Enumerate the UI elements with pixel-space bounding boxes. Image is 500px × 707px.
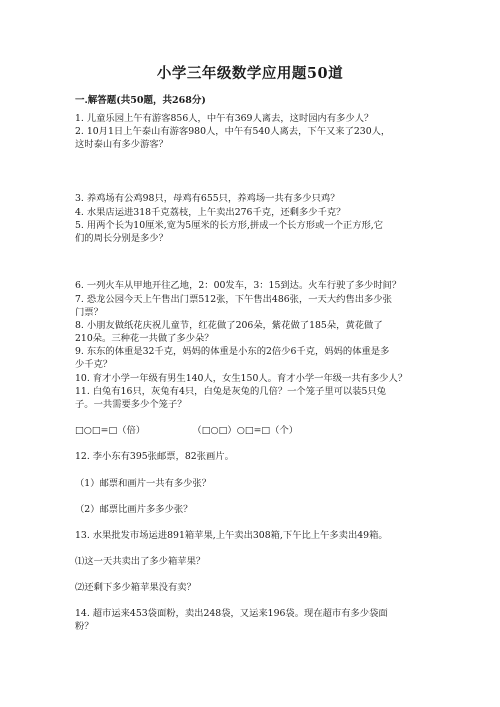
question-7-line-2: 门票？ — [75, 307, 103, 318]
question-3-line-1: 3. 养鸡场有公鸡98只，母鸡有655只，养鸡场一共有多少只鸡？ — [75, 193, 340, 204]
question-4-line-1: 4. 水果店运进318千克荔枝，上午卖出276千克，还剩多少千克？ — [75, 207, 346, 218]
question-8-line-1: 8. 小朋友做纸花庆祝儿童节，红花做了206朵，紫花做了185朵，黄花做了 — [75, 320, 383, 331]
question-12-sub-2: （2）邮票比画片多多少张？ — [75, 504, 193, 515]
question-13-sub-1: ⑴这一天共卖出了多少箱苹果？ — [75, 556, 206, 567]
question-2-line-1: 2. 10月1日上午泰山有游客980人，中午有540人离去，下午又来了230人， — [75, 126, 391, 137]
question-11-line-1: 11. 白兔有16只，灰兔有4只，白兔是灰兔的几倍？一个笼子里可以装5只兔 — [75, 386, 387, 397]
question-8-line-2: 210朵。三种花一共做了多少朵？ — [75, 333, 214, 344]
question-1-line-1: 1. 儿童乐园上午有游客856人，中午有369人离去，这时园内有多少人？ — [75, 113, 374, 124]
question-6-line-1: 6. 一列火车从甲地开往乙地，2：00发车，3：15到达。火车行驶了多少时间？ — [75, 280, 402, 291]
section-heading: 一.解答题(共50题，共268分) — [75, 95, 206, 106]
question-12-sub-1: （1）邮票和画片一共有多少张？ — [75, 478, 212, 489]
question-14-line-1: 14. 超市运来453袋面粉，卖出248袋，又运来196袋。现在超市有多少袋面 — [75, 608, 388, 619]
question-2-line-2: 这时泰山有多少游客？ — [75, 139, 168, 150]
question-12-line-1: 12. 李小东有395张邮票，82张画片。 — [75, 451, 234, 462]
question-5-line-2: 们的周长分别是多少？ — [75, 233, 168, 244]
question-11-line-2: 子。一共需要多少个笼子？ — [75, 399, 187, 410]
question-14-line-2: 粉？ — [75, 621, 94, 632]
answer-blanks-line: □○□=□（倍） （□○□）○□=□（个） — [75, 425, 299, 436]
question-5-line-1: 5. 用两个长为10厘米,宽为5厘米的长方形,拼成一个长方形或一个正方形,它 — [75, 220, 384, 231]
question-9-line-2: 少千克？ — [75, 359, 113, 370]
question-7-line-1: 7. 恐龙公园今天上午售出门票512张，下午售出486张，一天大约售出多少张 — [75, 294, 392, 305]
question-13-line-1: 13. 水果批发市场运进891箱苹果,上午卖出308箱,下午比上午多卖出49箱。 — [75, 530, 388, 541]
question-10-line-1: 10. 育才小学一年级有男生140人，女生150人。育才小学一年级一共有多少人？ — [75, 373, 408, 384]
page-title: 小学三年级数学应用题50道 — [156, 65, 344, 82]
question-9-line-1: 9. 东东的体重是32千克，妈妈的体重是小东的2倍少6千克，妈妈的体重是多 — [75, 346, 390, 357]
question-13-sub-2: ⑵还剩下多少箱苹果没有卖？ — [75, 582, 196, 593]
